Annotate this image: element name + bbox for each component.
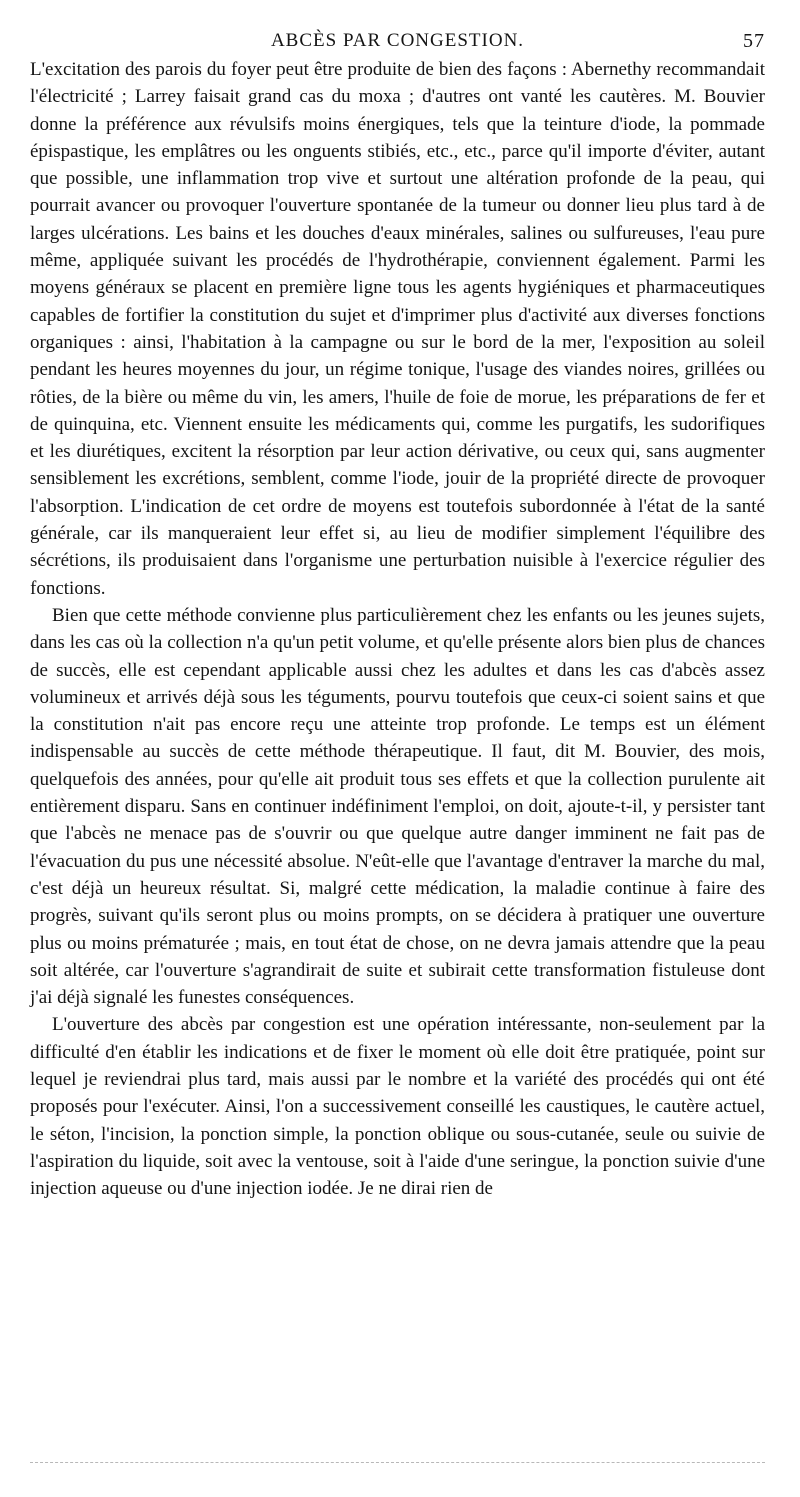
book-page bbox=[30, 30, 765, 1202]
running-header bbox=[30, 30, 765, 56]
footer-rule bbox=[30, 1462, 765, 1463]
page-number: 57 bbox=[743, 30, 765, 52]
paragraph-excitation: L'excitation des parois du foyer peut être produite de bien des façons : Abernethy recommandait l'électricité ; Larrey faisait grand cas du moxa ; d'autres ont vanté les cautères. M. Bouvier donne la préférence aux révulsifs moins énergiques, tels que la teinture d'iode, la pommade épispastique, les emplâtres ou les onguents stibiés, etc., etc., parce qu'il importe d'éviter, autant que possible, une inflammation trop vive et surtout une altération profonde de la peau, qui pourrait avancer ou provoquer l'ouverture spontanée de la tumeur ou donner lieu plus tard à de larges ulcérations. Les bains et les douches d'eaux minérales, salines ou sulfureuses, l'eau pure même, appliquée suivant les procédés de l'hydrothérapie, conviennent également. Parmi les moyens généraux se placent en première ligne tous les agents hygiéniques et pharmaceutiques capables de fortifier la constitution du sujet et d'imprimer plus d'activité aux diverses fonctions organiques : ainsi, l'habitation à la campagne ou sur le bord de la mer, l'exposition au soleil pendant les heures moyennes du jour, un régime tonique, l'usage des viandes noires, grillées ou rôties, de la bière ou même du vin, les amers, l'huile de foie de morue, les préparations de fer et de quinquina, etc. Viennent ensuite les médicaments qui, comme les purgatifs, les sudorifiques et les diurétiques, excitent la résorption par leur action dérivative, ou ceux qui, sans augmenter sensiblement les excrétions, semblent, comme l'iode, jouir de la propriété directe de provoquer l'absorption. L'indication de cet ordre de moyens est toutefois subordonnée à l'état de la santé générale, car ils manqueraient leur effet si, au lieu de modifier simplement l'équilibre des sécrétions, ils produisaient dans l'organisme une perturbation nuisible à l'exercice régulier des fonctions. bbox=[30, 59, 765, 599]
running-title: ABCÈS PAR CONGESTION. bbox=[270, 30, 525, 51]
paragraph-ouverture: L'ouverture des abcès par congestion est une opération intéressante, non-seulement par la difficulté d'en établir les indications et de fixer le moment où elle doit être pratiquée, point sur lequel je reviendrai plus tard, mais aussi par le nombre et la variété des procédés qui ont été proposés pour l'exécuter. Ainsi, l'on a successivement conseillé les caustiques, le cautère actuel, le séton, l'incision, la ponction simple, la ponction oblique ou sous-cutanée, seule ou suivie de l'aspiration du liquide, soit avec la ventouse, soit à l'aide d'une seringue, la ponction suivie d'une injection aqueuse ou d'une injection iodée. Je ne dirai rien de bbox=[30, 1014, 765, 1200]
paragraph-methode: Bien que cette méthode convienne plus particulièrement chez les enfants ou les jeunes sujets, dans les cas où la collection n'a qu'un petit volume, et qu'elle présente alors bien plus de chances de succès, elle est cependant applicable aussi chez les adultes et dans les cas d'abcès assez volumineux et arrivés déjà sous les téguments, pourvu toutefois que ceux-ci soient sains et que la constitution n'ait pas encore reçu une atteinte trop profonde. Le temps est un élément indispensable au succès de cette méthode thérapeutique. Il faut, dit M. Bouvier, des mois, quelquefois des années, pour qu'elle ait produit tous ses effets et que la collection purulente ait entièrement disparu. Sans en continuer indéfiniment l'emploi, on doit, ajoute-t-il, y persister tant que l'abcès ne menace pas de s'ouvrir ou que quelque autre danger imminent ne fait pas de l'évacuation du pus une nécessité absolue. N'eût-elle que l'avantage d'entraver la marche du mal, c'est déjà un heureux résultat. Si, malgré cette médication, la maladie continue à faire des progrès, suivant qu'ils seront plus ou moins prompts, on se décidera à pratiquer une ouverture plus ou moins prématurée ; mais, en tout état de chose, on ne devra jamais attendre que la peau soit altérée, car l'ouverture s'agrandirait de suite et subirait cette transformation fistuleuse dont j'ai déjà signalé les funestes conséquences. bbox=[30, 604, 765, 1009]
